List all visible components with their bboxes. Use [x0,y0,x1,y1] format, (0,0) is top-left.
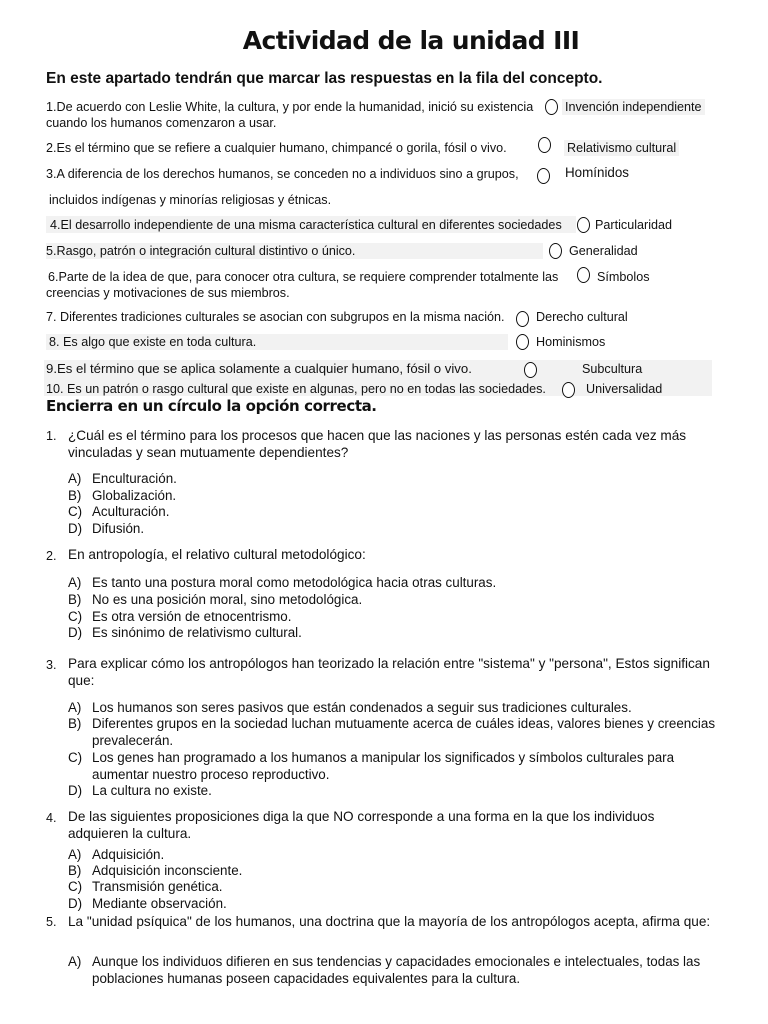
matching-option-4: Particularidad [595,218,673,232]
question-2-option-letter: A) [68,575,82,590]
question-1-option[interactable]: Enculturación. [92,471,177,486]
matching-item-4-text: 4.El desarrollo independiente de una misma característica cultural en diferentes sociedades [50,218,562,232]
matching-option-7: Derecho cultural [536,310,628,324]
answer-circle[interactable] [524,362,537,378]
question-5-number: 5. [46,915,57,929]
question-4-number: 4. [46,811,57,825]
question-4-option[interactable]: Transmisión genética. [92,879,223,894]
matching-option-5: Generalidad [569,244,638,258]
answer-circle[interactable] [537,168,550,184]
matching-option-6: Símbolos [597,270,650,284]
question-4-option-letter: B) [68,863,82,878]
matching-option-1: Invención independiente [562,99,705,115]
matching-item-3-text-cont: incluidos indígenas y minorías religiosas y étnicas. [49,193,332,207]
answer-circle[interactable] [577,217,590,233]
question-1-number: 1. [46,429,57,443]
question-4-option[interactable]: Adquisición. [92,847,165,862]
question-2-option[interactable]: No es una posición moral, sino metodológica. [92,592,363,607]
question-2-text: En antropología, el relativo cultural metodológico: [68,547,366,562]
question-4-option[interactable]: Adquisición inconsciente. [92,863,243,878]
question-3-option[interactable]: Los genes han programado a los humanos a manipular los significados y símbolos culturales para aumentar nuestro proceso reproductivo. [92,750,675,782]
matching-item-5-text: 5.Rasgo, patrón o integración cultural distintivo o único. [46,244,356,258]
matching-item-8-text: 8. Es algo que existe en toda cultura. [49,335,257,349]
question-3-option[interactable]: Diferentes grupos en la sociedad luchan mutuamente acerca de cuáles ideas, valores bienes y creencias prevalecerán. [92,716,716,748]
matching-item-3-text: 3.A diferencia de los derechos humanos, se conceden no a individuos sino a grupos, [46,167,519,181]
question-2-option[interactable]: Es tanto una postura moral como metodológica hacia otras culturas. [92,575,497,590]
matching-item-2-text: 2.Es el término que se refiere a cualquier humano, chimpancé o gorila, fósil o vivo. [46,141,507,155]
matching-option-3: Homínidos [565,165,630,180]
answer-circle[interactable] [549,243,562,259]
question-4-option-letter: A) [68,847,82,862]
question-3-option[interactable]: Los humanos son seres pasivos que están condenados a seguir sus tradiciones culturales. [92,700,632,715]
question-5-option[interactable]: Aunque los individuos difieren en sus tendencias y capacidades emocionales e intelectuales, todas las poblaciones humanas poseen capacidades equivalentes para la cultura. [92,954,701,986]
answer-circle[interactable] [562,382,575,398]
multiple-choice-instructions: Encierra en un círculo la opción correcta. [46,397,377,415]
question-4-option[interactable]: Mediante observación. [92,896,227,911]
question-3-text: Para explicar cómo los antropólogos han teorizado la relación entre "sistema" y "persona", Estos significan que: [68,656,710,688]
question-4-text: De las siguientes proposiciones diga la que NO corresponde a una forma en la que los individuos adquieren la cultura. [68,809,655,841]
question-2-option[interactable]: Es otra versión de etnocentrismo. [92,609,292,624]
question-3-option[interactable]: La cultura no existe. [92,783,212,798]
question-1-option[interactable]: Globalización. [92,488,177,503]
answer-circle[interactable] [538,137,551,153]
question-3-option-letter: D) [68,783,83,798]
question-3-option-letter: A) [68,700,82,715]
question-4-option-letter: D) [68,896,83,911]
matching-item-6-text-cont: creencias y motivaciones de sus miembros. [46,286,290,300]
question-1-option-letter: B) [68,488,82,503]
question-1-option[interactable]: Aculturación. [92,504,170,519]
question-1-text: ¿Cuál es el término para los procesos que hacen que las naciones y las personas estén cada vez más vinculadas y sean mutuamente dependientes? [68,428,687,460]
matching-item-1-text: 1.De acuerdo con Leslie White, la cultura, y por ende la humanidad, inició su existencia [46,100,534,114]
question-1-option-letter: A) [68,471,82,486]
answer-circle[interactable] [516,334,529,350]
page-title: Actividad de la unidad III [242,26,580,55]
matching-item-1-text-cont: cuando los humanos comenzaron a usar. [46,116,277,130]
question-3-number: 3. [46,658,57,672]
question-2-option-letter: C) [68,609,83,624]
question-4-option-letter: C) [68,879,83,894]
answer-circle[interactable] [545,99,558,115]
question-2-option-letter: D) [68,625,83,640]
question-5-option-letter: A) [68,954,82,969]
question-3-option-letter: C) [68,750,83,765]
matching-option-2: Relativismo cultural [564,140,679,156]
answer-circle[interactable] [516,311,529,327]
question-2-option-letter: B) [68,592,82,607]
question-1-option-letter: C) [68,504,83,519]
matching-option-8: Hominismos [536,335,606,349]
matching-option-9: Subcultura [582,362,643,376]
matching-instructions: En este apartado tendrán que marcar las respuestas en la fila del concepto. [46,70,603,87]
matching-item-6-text: 6.Parte de la idea de que, para conocer otra cultura, se requiere comprender totalmente las [48,270,559,284]
matching-option-10: Universalidad [586,382,663,396]
question-1-option-letter: D) [68,521,83,536]
question-5-text: La "unidad psíquica" de los humanos, una doctrina que la mayoría de los antropólogos acepta, afirma que: [68,914,711,929]
matching-item-9-text: 9.Es el término que se aplica solamente a cualquier humano, fósil o vivo. [46,361,472,376]
question-1-option[interactable]: Difusión. [92,521,145,536]
question-2-number: 2. [46,549,57,563]
question-2-option[interactable]: Es sinónimo de relativismo cultural. [92,625,302,640]
matching-item-7-text: 7. Diferentes tradiciones culturales se asocian con subgrupos en la misma nación. [46,310,505,324]
answer-circle[interactable] [577,267,590,283]
question-3-option-letter: B) [68,716,82,731]
matching-item-10-text: 10. Es un patrón o rasgo cultural que existe en algunas, pero no en todas las sociedades. [46,382,546,396]
